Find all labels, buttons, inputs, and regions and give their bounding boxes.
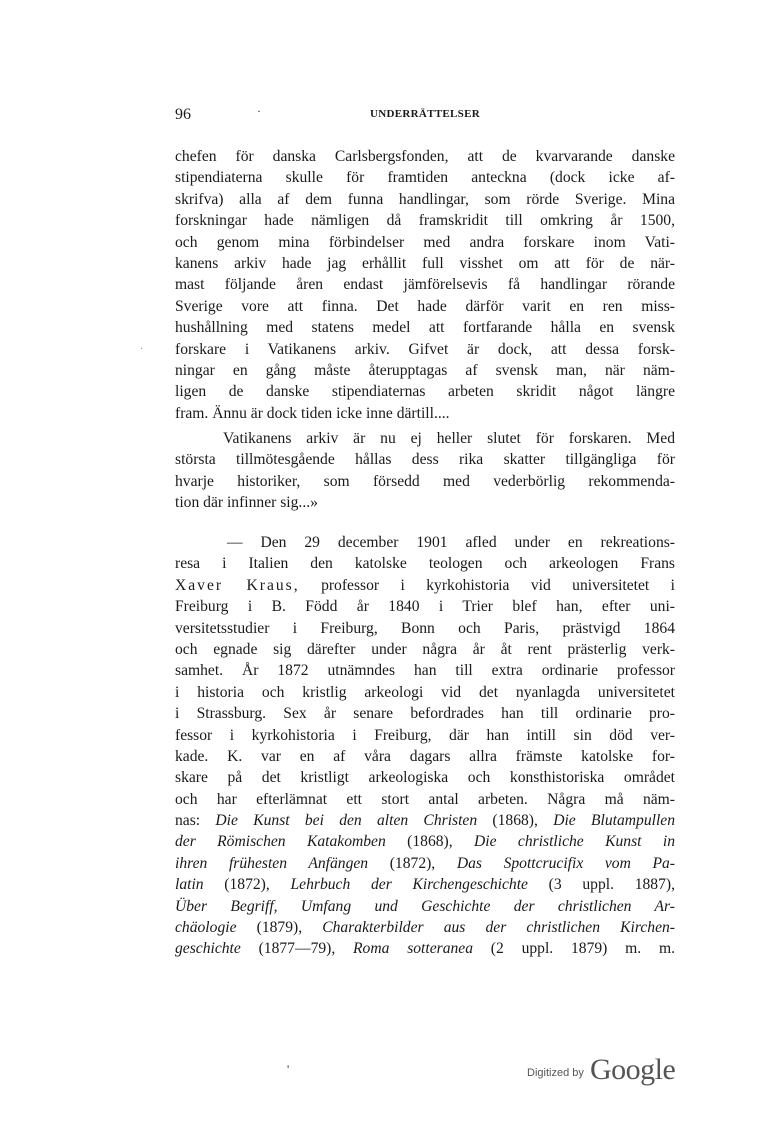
text-line: geschichte (1877—79), Roma sotteranea (2 uppl. 1879) m. m.: [175, 940, 675, 958]
work-title: latin: [175, 876, 204, 894]
text-line: kade. K. var en af våra dagars allra främste katolske for-: [175, 747, 675, 765]
text-line: hvarje historiker, som försedd med vederbörlig rekommenda-: [175, 472, 675, 490]
text-line: skrifva) alla af dem funna handlingar, som rörde Sverige. Mina: [175, 190, 675, 208]
text-line: i Strassburg. Sex år senare befordrades han till ordinarie pro-: [175, 705, 675, 723]
text-line: Vatikanens arkiv är nu ej heller slutet för forskaren. Med: [223, 430, 675, 447]
text-line: chefen för danska Carlsbergsfonden, att de kvarvarande danske: [175, 148, 675, 165]
text-line: största tillmötesgående hållas dess rika skatter tillgängliga för: [175, 451, 675, 469]
text-line: Sverige vore att finna. Det hade därför varit en ren miss-: [175, 297, 675, 315]
text-line: och har efterlämnat ett stort antal arbeten. Några må näm-: [175, 790, 675, 808]
running-header: [175, 106, 675, 130]
work-title: Lehrbuch der Kirchengeschichte: [290, 876, 528, 894]
google-logo-text: Google: [590, 1053, 676, 1086]
text-line: forskare i Vatikanens arkiv. Gifvet är dock, att dessa forsk-: [175, 340, 675, 358]
text-line: skare på det kristligt arkeologiska och konsthistoriska området: [175, 769, 675, 787]
text-line: hushållning med statens medel att fortfarande hålla en svensk: [175, 319, 675, 337]
margin-mark: ·: [140, 344, 144, 355]
text-line: Freiburg i B. Född år 1840 i Trier blef han, efter uni-: [175, 598, 675, 616]
text-line: i historia och kristlig arkeologi vid det nyanlagda universitetet: [175, 683, 675, 701]
text-line: der Römischen Katakomben (1868), Die christliche Kunst in: [175, 833, 676, 851]
work-title: Die Kunst bei den alten Christen: [215, 812, 478, 830]
text-line: ligen de danske stipendiaternas arbeten skridit något längre: [175, 383, 675, 401]
work-title: Charakterbilder aus der christlichen Kirchen-: [322, 919, 675, 937]
paragraph-3: [175, 532, 675, 960]
text-line: och genom mina förbindelser med andra forskare inom Vati-: [175, 233, 675, 251]
text-line: resa i Italien den katolske teologen och arkeologen Frans: [175, 555, 675, 573]
text-line: kanens arkiv hade jag erhållit full visshet om att för de när-: [175, 254, 675, 272]
footer-mark: ': [287, 1062, 290, 1076]
text-line: ihren frühesten Anfängen (1872), Das Spottcrucifix vom Pa-: [175, 854, 675, 872]
running-title: UNDERRÄTTELSER: [370, 108, 480, 120]
text-line: samhet. År 1872 utnämndes han till extra ordinarie professor: [175, 662, 675, 680]
paragraph-2: [175, 428, 675, 514]
text-line: chäologie (1879), Charakterbilder aus der christlichen Kirchen-: [175, 919, 675, 937]
work-title: Die Blutampullen: [553, 812, 675, 830]
work-title: der Römischen Katakomben: [175, 833, 386, 851]
text-line: fessor i kyrkohistoria i Freiburg, där han intill sin död ver-: [175, 726, 675, 744]
text-line: tion där infinner sig...»: [175, 494, 318, 512]
work-title: chäologie: [175, 919, 237, 937]
text-line: [175, 896, 675, 917]
text-line: fram. Ännu är dock tiden icke inne därtill....: [175, 404, 450, 422]
text-line: — Den 29 december 1901 afled under en rekreations-: [227, 534, 675, 551]
text-line: mast följande åren endast jämförelsevis få handlingar rörande: [175, 276, 675, 294]
text-line: forskningar hade nämligen då framskridit till omkring år 1500,: [175, 212, 675, 230]
text-line: Xaver Kraus, professor i kyrkohistoria vid universitetet i: [175, 576, 675, 594]
work-title: Roma sotteranea: [353, 940, 474, 958]
header-dot: ·: [257, 104, 261, 118]
google-watermark: [527, 1055, 697, 1095]
text-line: ningar en gång måste återupptagas af svensk man, när näm-: [175, 361, 675, 379]
text-line: och egnade sig därefter under några år åt rent prästerlig verk-: [175, 640, 675, 658]
watermark-small-text: Digitized by: [527, 1067, 584, 1079]
work-title: Über Begriff, Umfang und Geschichte der christlichen Ar-: [175, 897, 675, 915]
text-line: nas: Die Kunst bei den alten Christen (1868), Die Blutampullen: [175, 812, 675, 830]
paragraph-1: [175, 146, 675, 424]
text-line: stipendiaterna skulle för framtiden anteckna (dock icke af-: [175, 169, 675, 187]
text-line: latin (1872), Lehrbuch der Kirchengeschichte (3 uppl. 1887),: [175, 876, 675, 894]
text-line: versitetsstudier i Freiburg, Bonn och Paris, prästvigd 1864: [175, 619, 675, 637]
person-name: Xaver Kraus,: [175, 576, 300, 594]
page-number: 96: [175, 106, 191, 123]
work-title: Die christliche Kunst in: [474, 833, 676, 851]
work-title: ihren frühesten Anfängen: [175, 854, 369, 872]
work-title: Das Spottcrucifix vom Pa-: [456, 854, 675, 872]
work-title: geschichte: [175, 940, 241, 958]
